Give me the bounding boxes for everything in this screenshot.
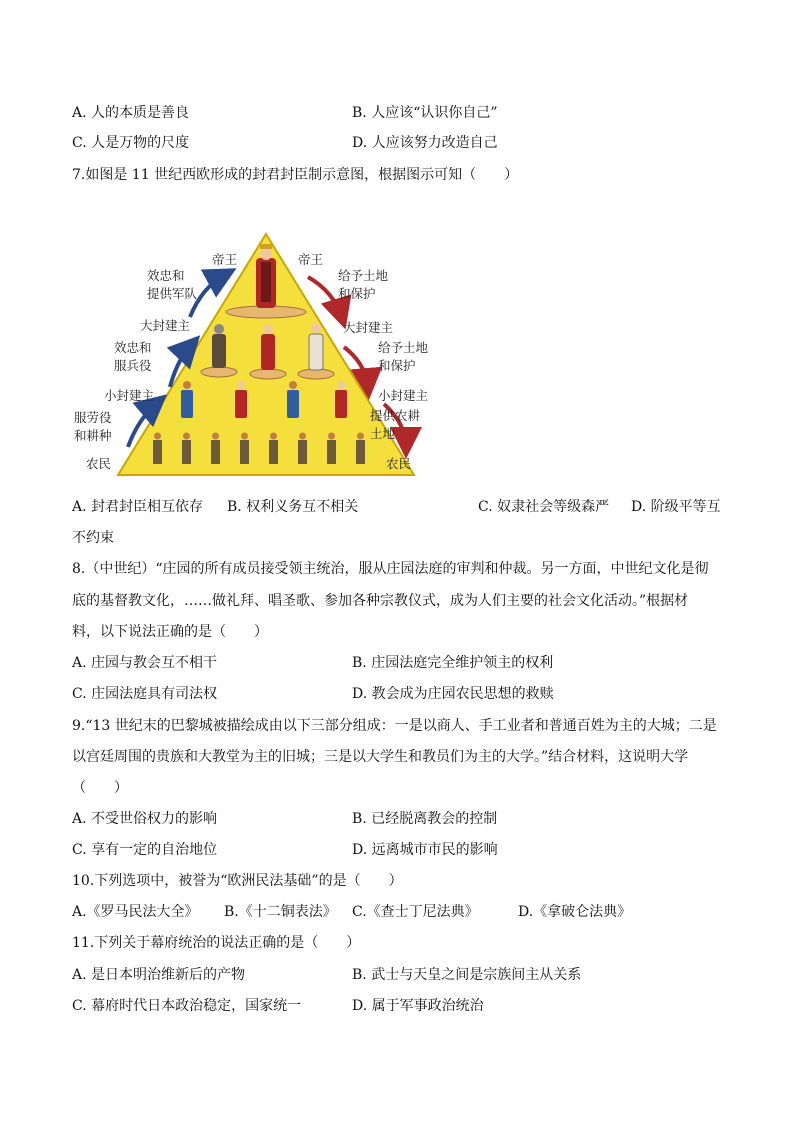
label-loyalty-2: 效忠和 [114, 340, 152, 355]
q10-option-b: B.《十二铜表法》 [224, 904, 337, 920]
q7-stem: 7.如图是 11 世纪西欧形成的封君封臣制示意图，根据图示可知（ ） [72, 167, 519, 183]
q7-option-a: A. 封君封臣相互依存 [72, 499, 204, 515]
label-protection-2: 和保护 [378, 358, 416, 373]
q6-option-d: D. 人应该努力改造自己 [352, 135, 498, 151]
feudal-pyramid-figure [72, 222, 432, 482]
q7-option-d-wrap: 不约束 [72, 530, 114, 546]
label-grant-land-2: 给予土地 [378, 340, 429, 355]
q11-option-d: D. 属于军事政治统治 [352, 998, 484, 1014]
q8-option-d: D. 教会成为庄园农民思想的救赎 [352, 686, 554, 702]
q8-stem-line-3: 料，以下说法正确的是（ ） [72, 624, 268, 640]
q6-option-a: A. 人的本质是善良 [72, 105, 190, 121]
q8-option-a: A. 庄园与教会互不相干 [72, 655, 218, 671]
q11-option-b: B. 武士与天皇之间是宗族间主从关系 [352, 967, 582, 983]
label-great-lord-left: 大封建主 [140, 318, 191, 333]
q7-option-b: B. 权利义务互不相关 [227, 499, 359, 515]
label-military-service: 服兵役 [114, 358, 152, 373]
q8-stem-line-2: 底的基督教文化，……做礼拜、唱圣歌、参加各种宗教仪式，成为人们主要的社会文化活动。”根据材 [72, 593, 689, 609]
label-loyalty-1: 效忠和 [147, 268, 185, 283]
platform-ellipse [201, 367, 237, 377]
q9-stem-line-2: 以宫廷周围的贵族和大教堂为主的旧城；三是以大学生和教员们为主的大学。”结合材料，这说明大学 [72, 749, 689, 765]
label-provide-army: 提供军队 [147, 286, 198, 301]
q9-option-d: D. 远离城市市民的影响 [352, 842, 498, 858]
q8-stem-line-1: 8.（中世纪）“庄园的所有成员接受领主统治，服从庄园法庭的审判和仲裁。另一方面，中世纪文化是彻 [72, 561, 709, 577]
q10-stem: 10.下列选项中，被誉为“欧洲民法基础”的是（ ） [72, 873, 403, 889]
platform-ellipse [250, 369, 286, 379]
q10-option-d: D.《拿破仑法典》 [518, 904, 632, 920]
q11-option-c: C. 幕府时代日本政治稳定，国家统一 [72, 998, 302, 1014]
label-great-lord-right: 大封建主 [343, 320, 394, 335]
label-king-left: 帝王 [212, 252, 238, 267]
label-small-lord-left: 小封建主 [104, 388, 155, 403]
label-land: 土地 [370, 426, 396, 441]
q11-option-a: A. 是日本明治维新后的产物 [72, 967, 246, 983]
q8-option-c: C. 庄园法庭具有司法权 [72, 686, 218, 702]
label-protection-1: 和保护 [338, 286, 376, 301]
q9-option-a: A. 不受世俗权力的影响 [72, 811, 218, 827]
q6-option-c: C. 人是万物的尺度 [72, 135, 190, 151]
q7-option-c: C. 奴隶社会等级森严 [478, 499, 610, 515]
label-king-right: 帝王 [298, 252, 324, 267]
feudal-pyramid-diagram [72, 222, 432, 482]
q10-option-c: C.《查士丁尼法典》 [352, 904, 479, 920]
q11-stem: 11.下列关于幕府统治的说法正确的是（ ） [72, 935, 361, 951]
label-farming: 和耕种 [74, 428, 112, 443]
q9-stem-line-3: （ ） [72, 780, 128, 796]
q8-option-b: B. 庄园法庭完全维护领主的权利 [352, 655, 554, 671]
label-peasant-right: 农民 [386, 456, 412, 471]
q9-option-c: C. 享有一定的自治地位 [72, 842, 218, 858]
label-grant-land-1: 给予土地 [338, 268, 389, 283]
label-provide-farmland: 提供农耕 [370, 408, 421, 423]
label-peasant-left: 农民 [86, 456, 112, 471]
q9-option-b: B. 已经脱离教会的控制 [352, 811, 498, 827]
q6-option-b: B. 人应该“认识你自己” [352, 105, 498, 121]
q10-option-a: A.《罗马民法大全》 [72, 904, 199, 920]
label-labor-service: 服劳役 [74, 410, 112, 425]
label-small-lord-right: 小封建主 [378, 388, 429, 403]
q9-stem-line-1: 9.“13 世纪末的巴黎城被描绘成由以下三部分组成：一是以商人、手工业者和普通百姓为主的大城；二是 [72, 718, 717, 734]
q7-option-d: D. 阶级平等互 [631, 499, 721, 515]
